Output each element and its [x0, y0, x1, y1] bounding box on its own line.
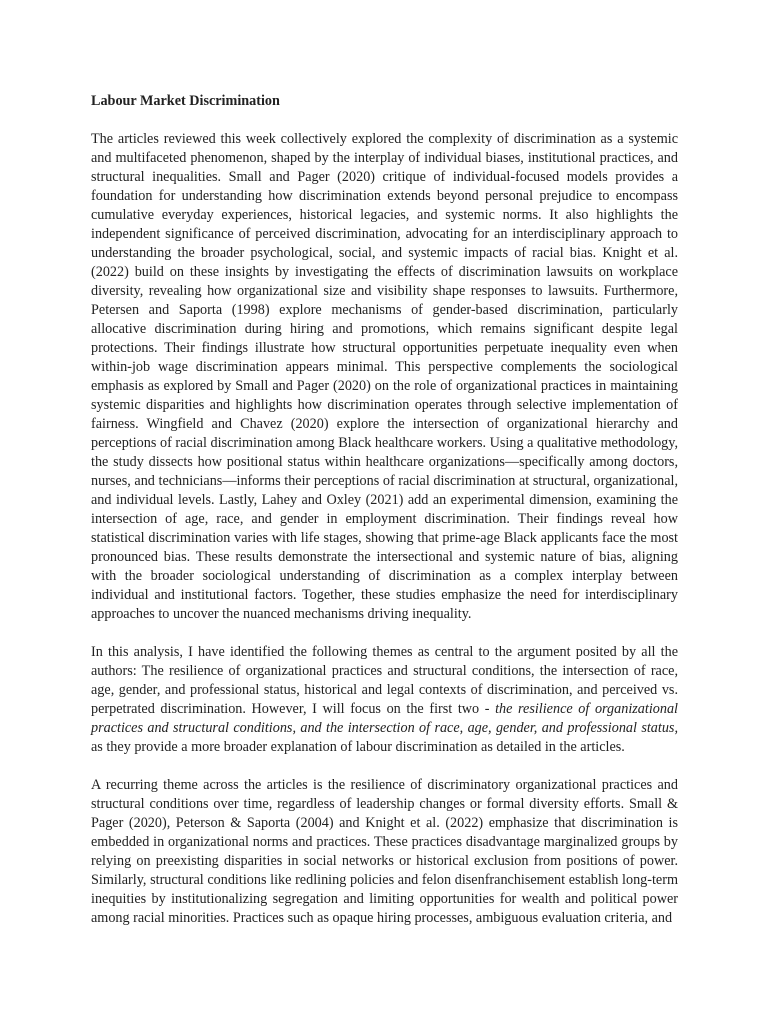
document-page [91, 92, 678, 947]
paragraph-2-text-start: In this analysis, I have identified the following themes as central to the argument posited by all the authors: The resilience of organizational practices and structural conditions, the intersection of race, age, gender, and professional status, historical and legal contexts of discrimination, and perceived vs. perpetrated discrimination. However, I will focus on the first two - [91, 644, 678, 717]
paragraph-2-text-end: as they provide a more broader explanation of labour discrimination as detailed in the articles. [91, 739, 625, 755]
paragraph-2-italic-themes: the resilience of organizational practices and structural conditions, and the intersection of race, age, gender, and professional status, [91, 701, 678, 736]
document-title: Labour Market Discrimination [91, 93, 280, 109]
paragraph-3: A recurring theme across the articles is the resilience of discriminatory organizational practices and structural conditions over time, regardless of leadership changes or formal diversity efforts. Small & Pager (2020), Peterson & Saporta (2004) and Knight et al. (2022) emphasize that discrimination is embedded in organizational norms and practices. These practices disadvantage marginalized groups by relying on preexisting disparities in social networks or historical exclusion from positions of power. Similarly, structural conditions like redlining policies and felon disenfranchisement establish long-term inequities by institutionalizing segregation and limiting opportunities for wealth and political power among racial minorities. Practices such as opaque hiring processes, ambiguous evaluation criteria, and [91, 777, 678, 926]
paragraph-1: The articles reviewed this week collectively explored the complexity of discrimination as a systemic and multifaceted phenomenon, shaped by the interplay of individual biases, institutional practices, and structural inequalities. Small and Pager (2020) critique of individual-focused models provides a foundation for understanding how discrimination extends beyond personal prejudice to encompass cumulative everyday experiences, historical legacies, and systemic norms. It also highlights the independent significance of perceived discrimination, advocating for an interdisciplinary approach to understanding the broader psychological, social, and systemic impacts of racial bias. Knight et al. (2022) build on these insights by investigating the effects of discrimination lawsuits on workplace diversity, revealing how organizational size and visibility shape responses to lawsuits. Furthermore, Petersen and Saporta (1998) explore mechanisms of gender-based discrimination, particularly allocative discrimination during hiring and promotions, which remains significant despite legal protections. Their findings illustrate how structural opportunities perpetuate inequality even when within-job wage discrimination appears minimal. This perspective complements the sociological emphasis as explored by Small and Pager (2020) on the role of organizational practices in maintaining systemic disparities and highlights how discrimination operates through selective implementation of fairness. Wingfield and Chavez (2020) explore the intersection of organizational hierarchy and perceptions of racial discrimination among Black healthcare workers. Using a qualitative methodology, the study dissects how positional status within healthcare organizations—specifically among doctors, nurses, and technicians—informs their perceptions of racial discrimination at structural, organizational, and individual levels. Lastly, Lahey and Oxley (2021) add an experimental dimension, examining the intersection of age, race, and gender in employment discrimination. Their findings reveal how statistical discrimination varies with life stages, showing that prime-age Black applicants face the most pronounced bias. These results demonstrate the intersectional and systemic nature of bias, aligning with the broader sociological understanding of discrimination as a complex interplay between individual and institutional factors. Together, these studies emphasize the need for interdisciplinary approaches to uncover the nuanced mechanisms driving inequality. [91, 131, 678, 622]
paragraph-2 [91, 643, 678, 757]
